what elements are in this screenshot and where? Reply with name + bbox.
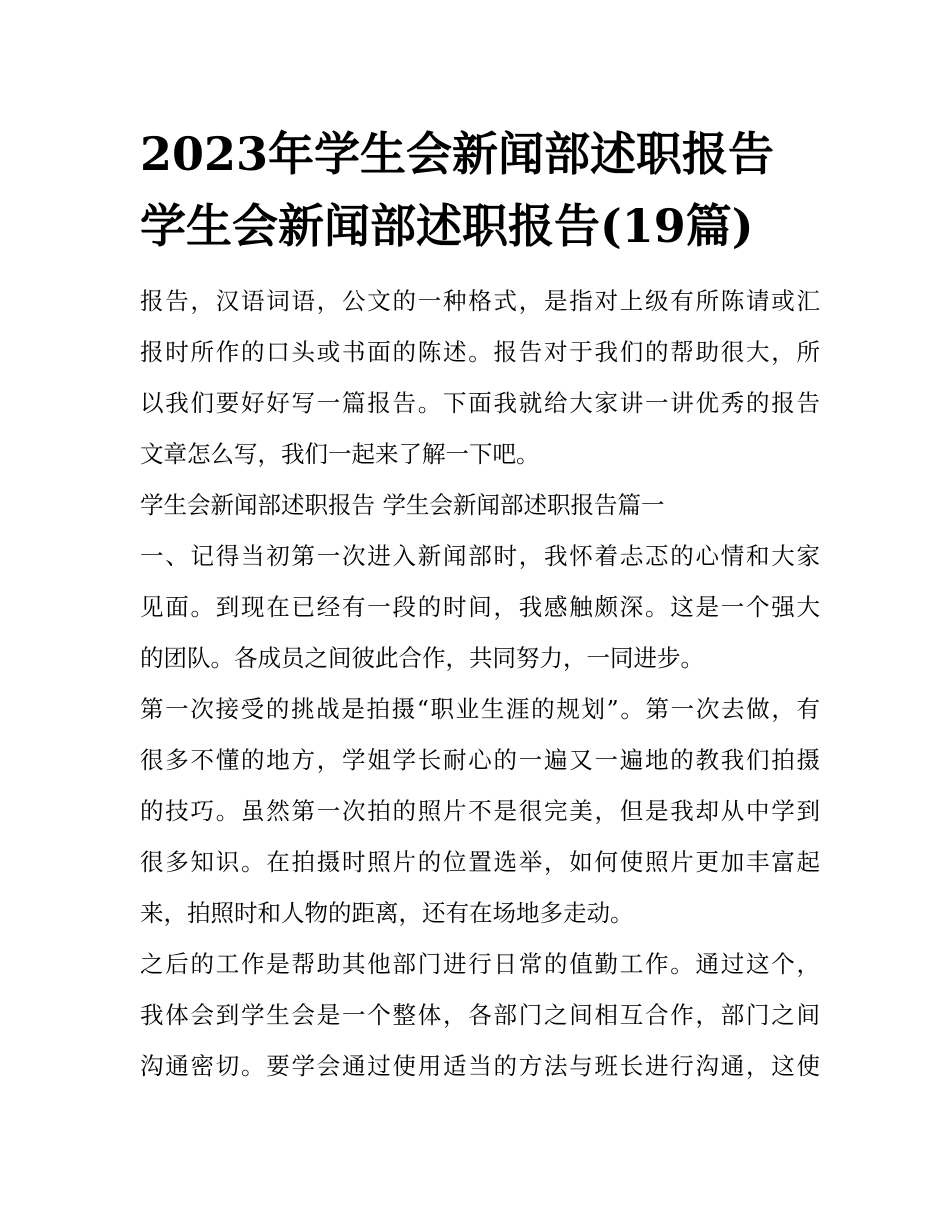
paragraph-line: 沟通密切。要学会通过使用适当的方法与班长进行沟通，这使 <box>140 1052 820 1080</box>
paragraph-line: 之后的工作是帮助其他部门进行日常的值勤工作。通过这个， <box>140 950 820 978</box>
title-line-1: 2023年学生会新闻部述职报告 <box>140 127 775 181</box>
paragraph-line: 文章怎么写，我们一起来了解一下吧。 <box>140 440 540 468</box>
paragraph-line: 一、记得当初第一次进入新闻部时，我怀着忐忑的心情和大家 <box>140 542 820 570</box>
paragraph-line: 以我们要好好写一篇报告。下面我就给大家讲一讲优秀的报告 <box>140 389 820 417</box>
paragraph-line: 来，拍照时和人物的距离，还有在场地多走动。 <box>140 899 634 927</box>
paragraph-line: 第一次接受的挑战是拍摄“职业生涯的规划”。第一次去做，有 <box>140 695 820 723</box>
paragraph-line: 我体会到学生会是一个整体，各部门之间相互合作，部门之间 <box>140 1001 820 1029</box>
paragraph-line: 很多不懂的地方，学姐学长耐心的一遍又一遍地的教我们拍摄 <box>140 746 820 774</box>
document-body <box>140 276 820 1092</box>
paragraph-first-challenge <box>140 684 820 939</box>
paragraph-line: 的技巧。虽然第一次拍的照片不是很完美，但是我却从中学到 <box>140 797 820 825</box>
paragraph-first-impression <box>140 531 820 684</box>
paragraph-line: 报时所作的口头或书面的陈述。报告对于我们的帮助很大，所 <box>140 338 820 366</box>
paragraph-line: 的团队。各成员之间彼此合作，共同努力，一同进步。 <box>140 644 704 672</box>
paragraph-line: 报告，汉语词语，公文的一种格式，是指对上级有所陈请或汇 <box>140 287 820 315</box>
document-title <box>140 118 820 262</box>
title-line-2: 学生会新闻部述职报告(19篇) <box>140 199 754 253</box>
paragraph-intro <box>140 276 820 480</box>
section-heading-line: 学生会新闻部述职报告 学生会新闻部述职报告篇一 <box>140 491 665 519</box>
paragraph-duty-work <box>140 939 820 1092</box>
paragraph-line: 见面。到现在已经有一段的时间，我感触颇深。这是一个强大 <box>140 593 820 621</box>
paragraph-line: 很多知识。在拍摄时照片的位置选举，如何使照片更加丰富起 <box>140 848 820 876</box>
section-heading <box>140 480 820 531</box>
